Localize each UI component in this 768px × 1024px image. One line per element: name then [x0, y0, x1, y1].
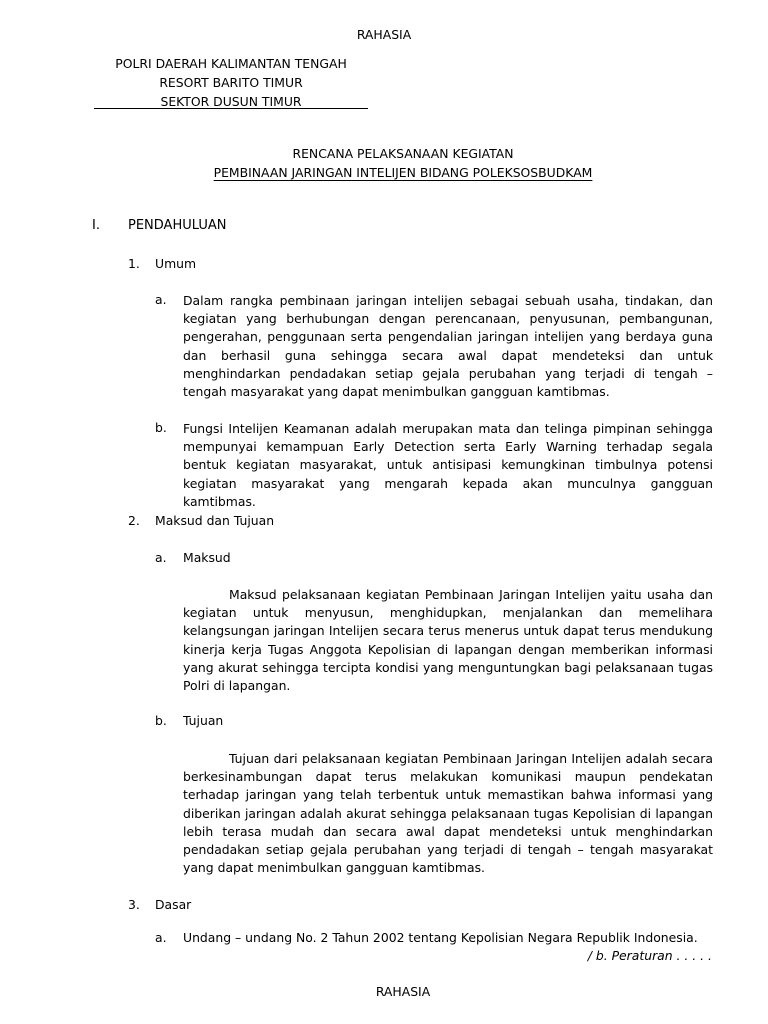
paragraph-umum-b: Fungsi Intelijen Keamanan adalah merupakan mata dan telinga pimpinan sehingga mempunyai kemampuan Early Detection serta Early Warning terhadap segala bentuk kegiatan masyarakat, untuk antisipasi kemungkinan timbulnya potensi kegiatan masyarakat yang mengarah kepada akan munculnya gangguan kamtibmas.	[183, 421, 713, 509]
org-line-resort: RESORT BARITO TIMUR	[159, 75, 303, 90]
classification-footer: RAHASIA	[375, 984, 431, 999]
paragraph-dasar-a: Undang – undang No. 2 Tahun 2002 tentang Kepolisian Negara Republik Indonesia.	[183, 930, 698, 945]
item-title-dasar: Dasar	[155, 897, 192, 912]
org-line-sektor: SEKTOR DUSUN TIMUR	[160, 94, 302, 109]
subitem-marker-dasar-a: a.	[155, 930, 167, 945]
paragraph-maksud: Maksud pelaksanaan kegiatan Pembinaan Jaringan Intelijen yaitu usaha dan kegiatan untuk menyusun, menghidupkan, menjalankan dan memelihara kelangsungan jaringan Intelijen secara terus menerus untuk dapat terus mendukung kinerja kerja Tugas Anggota Kepolisian di lapangan dengan memberikan informasi yang akurat sehingga tercipta kondisi yang menguntungkan bagi pelaksanaan tugas Polri di lapangan.	[183, 587, 713, 694]
subitem-marker-umum-b: b.	[155, 420, 167, 435]
title-line-2: PEMBINAAN JARINGAN INTELIJEN BIDANG POLEKSOSBUDKAM	[213, 165, 593, 180]
subitem-title-tujuan: Tujuan	[183, 713, 224, 728]
section-number: I.	[92, 218, 100, 233]
classification-header: RAHASIA	[356, 27, 412, 42]
subitem-marker-maksud: a.	[155, 550, 167, 565]
paragraph-tujuan: Tujuan dari pelaksanaan kegiatan Pembinaan Jaringan Intelijen adalah secara berkesinambungan dapat terus melakukan komunikasi maupun pendekatan terhadap jaringan yang telah terbentuk untuk memastikan bahwa informasi yang diberikan jaringan adalah akurat sehingga pelaksanaan tugas Kepolisian di lapangan lebih terasa mudah dan secara awal dapat mendeteksi untuk menghindarkan pendadakan setiap gejala perubahan yang terjadi di tengah – tengah masyarakat yang dapat menimbulkan gangguan kamtibmas.	[183, 751, 713, 876]
document-title	[0, 144, 768, 182]
org-line-polda: POLRI DAERAH KALIMANTAN TENGAH	[115, 56, 347, 71]
item-title-maksud-tujuan: Maksud dan Tujuan	[155, 513, 275, 528]
subitem-marker-tujuan: b.	[155, 713, 167, 728]
continuation-note: / b. Peraturan . . . . .	[587, 948, 712, 963]
title-line-1: RENCANA PELAKSANAAN KEGIATAN	[292, 146, 514, 161]
organization-underline	[94, 108, 368, 109]
item-number-maksud-tujuan: 2.	[128, 513, 140, 528]
item-number-umum: 1.	[128, 256, 140, 271]
subitem-title-maksud: Maksud	[183, 550, 231, 565]
section-title: PENDAHULUAN	[128, 218, 227, 233]
paragraph-umum-a: Dalam rangka pembinaan jaringan intelijen sebagai sebuah usaha, tindakan, dan kegiatan yang berhubungan dengan perencanaan, penyusunan, pembangunan, pengerahan, penggunaan serta pengendalian jaringan intelijen yang berdaya guna dan berhasil guna sehingga secara awal dapat mendeteksi dan untuk menghindarkan pendadakan setiap gejala perubahan yang terjadi di tengah – tengah masyarakat yang dapat menimbulkan gangguan kamtibmas.	[183, 293, 713, 400]
item-number-dasar: 3.	[128, 897, 140, 912]
organization-block	[94, 54, 368, 111]
subitem-marker-umum-a: a.	[155, 292, 167, 307]
item-title-umum: Umum	[155, 256, 197, 271]
